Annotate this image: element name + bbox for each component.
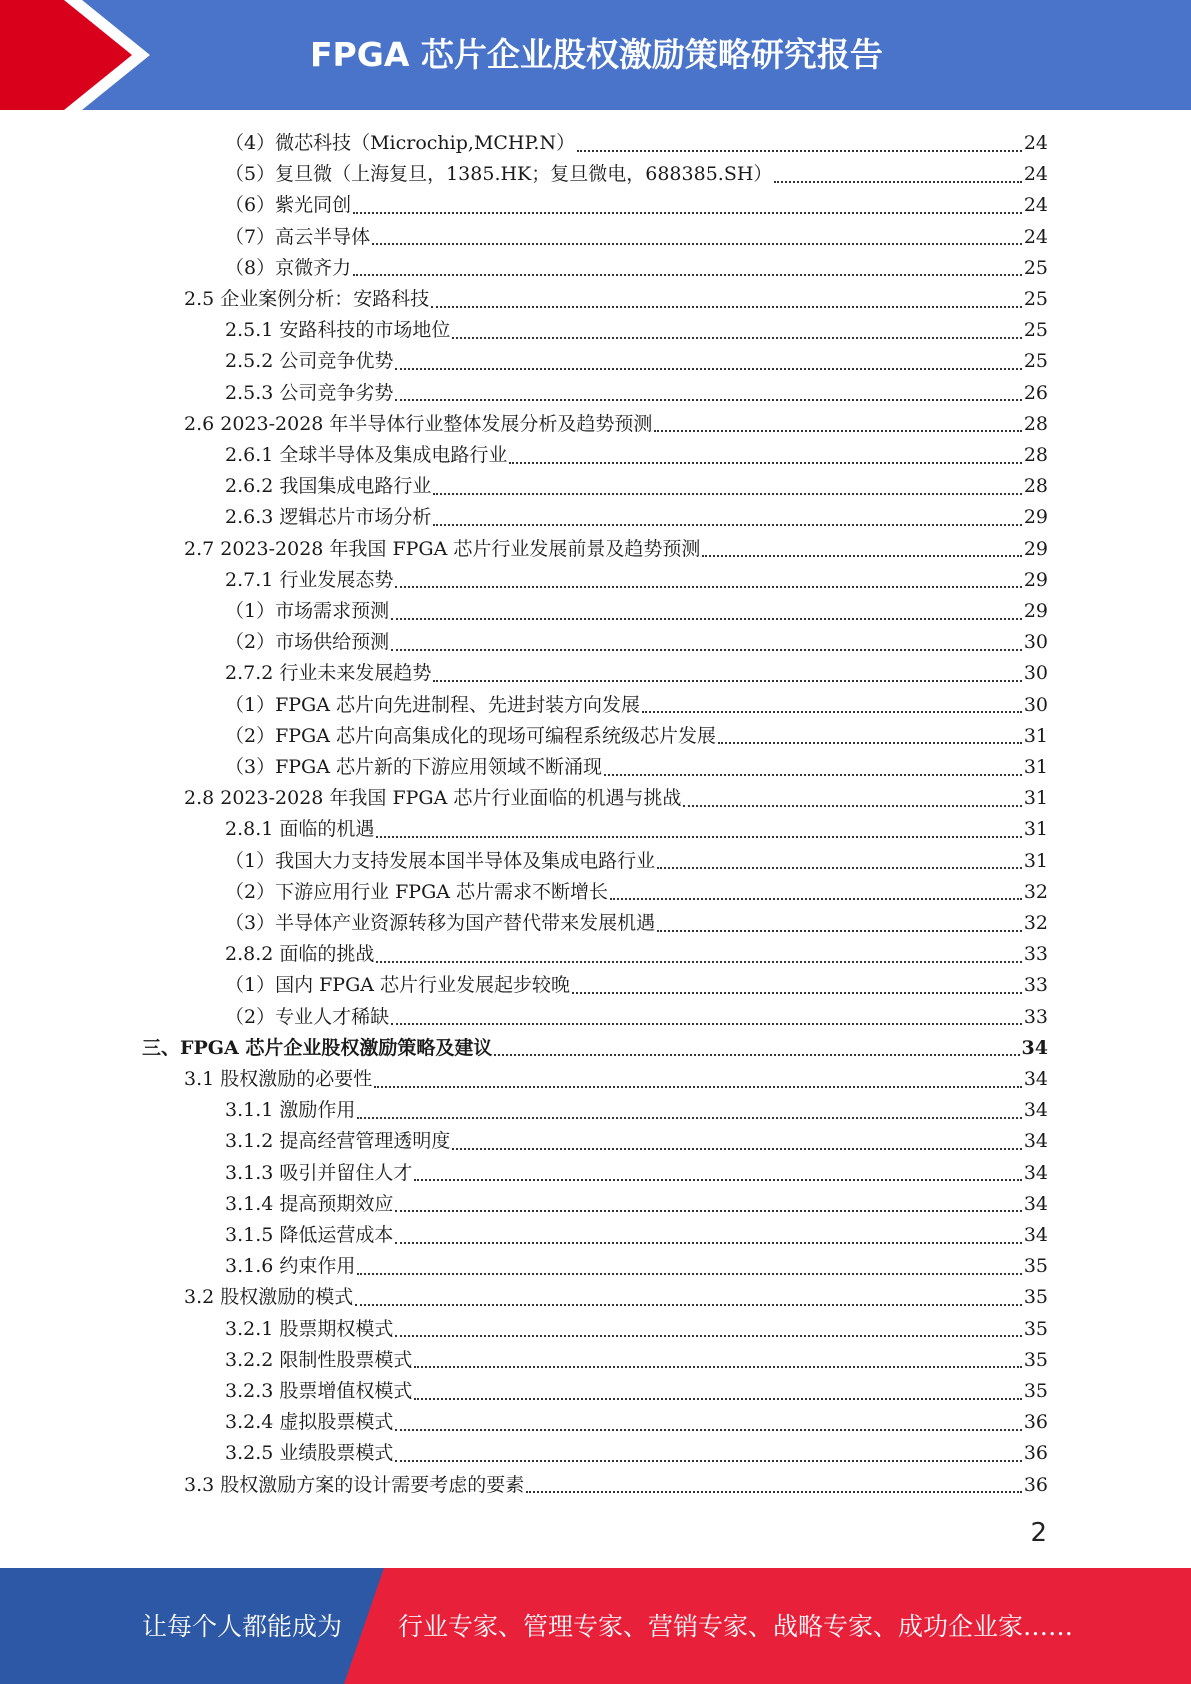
- toc-entry-page: 35: [1023, 1255, 1048, 1278]
- toc-entry-title: （4）微芯科技（Microchip,MCHP.N）: [225, 132, 576, 154]
- toc-dot-leader: [572, 992, 1022, 994]
- toc-entry[interactable]: [225, 814, 1048, 845]
- toc-entry-title: （2）FPGA 芯片向高集成化的现场可编程系统级芯片发展: [225, 724, 716, 747]
- toc-dot-leader: [376, 836, 1021, 838]
- toc-dot-leader: [683, 805, 1021, 807]
- toc-entry[interactable]: [225, 846, 1048, 877]
- toc-entry-page: 28: [1023, 412, 1048, 435]
- toc-entry[interactable]: [225, 440, 1048, 471]
- toc-entry[interactable]: [225, 1314, 1048, 1345]
- toc-entry[interactable]: [225, 346, 1048, 377]
- toc-entry-title: 3.2.1 股票期权模式: [225, 1317, 394, 1340]
- toc-entry[interactable]: [225, 315, 1048, 346]
- toc-dot-leader: [357, 1117, 1021, 1119]
- toc-entry-page: 24: [1023, 194, 1048, 217]
- toc-entry-title: （2）下游应用行业 FPGA 芯片需求不断增长: [225, 880, 609, 903]
- page-number: 2: [1030, 1518, 1047, 1548]
- toc-entry-page: 28: [1023, 475, 1048, 498]
- toc-dot-leader: [642, 711, 1022, 713]
- toc-entry-title: 2.7.1 行业发展态势: [225, 568, 394, 591]
- toc-dot-leader: [395, 1335, 1021, 1337]
- toc-dot-leader: [353, 274, 1022, 276]
- toc-entry-page: 34: [1023, 1068, 1048, 1090]
- toc-dot-leader: [657, 867, 1022, 869]
- toc-entry[interactable]: [225, 1220, 1048, 1251]
- toc-dot-leader: [395, 1460, 1021, 1462]
- toc-entry[interactable]: [184, 284, 1048, 315]
- toc-entry-title: 3.2.3 股票增值权模式: [225, 1380, 413, 1402]
- toc-entry-title: 3.1 股权激励的必要性: [184, 1068, 373, 1090]
- toc-entry-title: 3.1.1 激励作用: [225, 1099, 356, 1122]
- toc-entry-page: 31: [1023, 756, 1048, 778]
- toc-dot-leader: [654, 430, 1021, 432]
- toc-entry[interactable]: [225, 190, 1048, 221]
- toc-dot-leader: [433, 493, 1021, 495]
- toc-dot-leader: [376, 961, 1021, 963]
- toc-entry-page: 25: [1023, 319, 1048, 342]
- toc-entry-page: 30: [1023, 662, 1048, 685]
- toc-entry-page: 32: [1023, 880, 1048, 903]
- toc-entry-title: 2.5.1 安路科技的市场地位: [225, 319, 451, 342]
- toc-entry[interactable]: [225, 690, 1048, 721]
- toc-entry[interactable]: [225, 721, 1048, 752]
- toc-entry-page: 31: [1023, 849, 1048, 872]
- toc-entry[interactable]: [184, 534, 1048, 565]
- toc-dot-leader: [494, 1054, 1019, 1056]
- toc-dot-leader: [353, 212, 1022, 214]
- toc-entry-title: （1）国内 FPGA 芯片行业发展起步较晚: [225, 974, 571, 997]
- toc-entry-title: （1）市场需求预测: [225, 600, 390, 622]
- toc-entry-page: 34: [1023, 1224, 1048, 1246]
- toc-dot-leader: [395, 1429, 1021, 1431]
- toc-entry[interactable]: [184, 1470, 1048, 1501]
- toc-entry-title: （8）京微齐力: [225, 256, 352, 279]
- toc-entry-page: 24: [1023, 163, 1048, 186]
- toc-entry-title: （3）半导体产业资源转移为国产替代带来发展机遇: [225, 912, 656, 934]
- toc-dot-leader: [431, 306, 1022, 308]
- toc-entry-title: 3.2 股权激励的模式: [184, 1286, 354, 1309]
- toc-dot-leader: [395, 368, 1021, 370]
- toc-entry-page: 29: [1023, 537, 1048, 560]
- toc-entry[interactable]: [225, 502, 1048, 533]
- toc-entry[interactable]: [225, 1126, 1048, 1157]
- toc-entry-title: 2.6.2 我国集成电路行业: [225, 475, 432, 498]
- toc-dot-leader: [374, 1086, 1022, 1088]
- toc-entry-title: 2.7.2 行业未来发展趋势: [225, 662, 432, 685]
- toc-entry[interactable]: [225, 471, 1048, 502]
- toc-entry[interactable]: [225, 939, 1048, 970]
- toc-entry[interactable]: [225, 752, 1048, 783]
- toc-dot-leader: [433, 524, 1021, 526]
- toc-entry-title: 2.6.1 全球半导体及集成电路行业: [225, 444, 508, 466]
- toc-entry-page: 25: [1023, 288, 1048, 310]
- toc-entry-title: 2.6.3 逻辑芯片市场分析: [225, 506, 432, 529]
- toc-entry-title: 3.2.4 虚拟股票模式: [225, 1411, 394, 1434]
- toc-entry-title: （5）复旦微（上海复旦，1385.HK；复旦微电，688385.SH）: [225, 163, 773, 186]
- toc-entry-page: 31: [1023, 787, 1048, 810]
- toc-dot-leader: [414, 1398, 1021, 1400]
- toc-entry-page: 34: [1023, 1161, 1048, 1184]
- toc-entry[interactable]: [225, 253, 1048, 284]
- toc-entry[interactable]: [225, 378, 1048, 409]
- toc-entry-title: 3.2.2 限制性股票模式: [225, 1348, 413, 1371]
- toc-dot-leader: [391, 1023, 1022, 1025]
- footer-slogan-right: 行业专家、管理专家、营销专家、战略专家、成功企业家……: [398, 1612, 1074, 1641]
- toc-dot-leader: [395, 399, 1021, 401]
- toc-dot-leader: [395, 1210, 1021, 1212]
- toc-entry[interactable]: [225, 1376, 1048, 1407]
- toc-entry[interactable]: [184, 409, 1048, 440]
- toc-entry-page: 25: [1023, 256, 1048, 279]
- toc-dot-leader: [355, 1304, 1022, 1306]
- toc-dot-leader: [718, 742, 1022, 744]
- toc-entry-page: 25: [1023, 350, 1048, 373]
- toc-entry-page: 33: [1023, 1005, 1048, 1028]
- toc-entry-page: 36: [1023, 1473, 1048, 1496]
- toc-dot-leader: [774, 181, 1021, 183]
- toc-entry-title: 2.7 2023-2028 年我国 FPGA 芯片行业发展前景及趋势预测: [184, 537, 701, 560]
- toc-entry-title: （2）市场供给预测: [225, 631, 390, 654]
- toc-entry-title: 3.2.5 业绩股票模式: [225, 1442, 394, 1465]
- toc-entry-title: 3.1.3 吸引并留住人才: [225, 1161, 413, 1184]
- toc-dot-leader: [433, 680, 1021, 682]
- toc-dot-leader: [452, 337, 1021, 339]
- toc-dot-leader: [372, 243, 1022, 245]
- toc-entry-page: 24: [1023, 225, 1048, 248]
- toc-dot-leader: [657, 930, 1022, 932]
- footer-slogan-left: 让每个人都能成为: [142, 1612, 343, 1641]
- toc-entry-title: 2.6 2023-2028 年半导体行业整体发展分析及趋势预测: [184, 412, 653, 435]
- toc-entry[interactable]: [225, 1189, 1048, 1220]
- toc-entry-page: 29: [1023, 568, 1048, 591]
- toc-entry-title: 2.5.3 公司竞争劣势: [225, 381, 394, 404]
- toc-dot-leader: [414, 1179, 1021, 1181]
- toc-entry-page: 35: [1023, 1348, 1048, 1371]
- toc-entry-title: 三、FPGA 芯片企业股权激励策略及建议: [142, 1036, 493, 1059]
- toc-dot-leader: [610, 898, 1022, 900]
- toc-entry-title: （1）我国大力支持发展本国半导体及集成电路行业: [225, 849, 656, 872]
- toc-entry[interactable]: [225, 970, 1048, 1001]
- toc-entry-page: 30: [1023, 693, 1048, 716]
- toc-entry[interactable]: [225, 565, 1048, 596]
- toc-dot-leader: [395, 1242, 1021, 1244]
- toc-entry[interactable]: [225, 1095, 1048, 1126]
- toc-entry-page: 29: [1023, 600, 1048, 622]
- toc-entry-title: 3.1.4 提高预期效应: [225, 1192, 394, 1215]
- toc-dot-leader: [604, 774, 1022, 776]
- toc-entry-page: 36: [1023, 1442, 1048, 1465]
- toc-entry-title: 3.1.6 约束作用: [225, 1255, 356, 1278]
- toc-entry-title: 2.8.2 面临的挑战: [225, 943, 375, 966]
- toc-entry-title: 3.3 股权激励方案的设计需要考虑的要素: [184, 1473, 525, 1496]
- toc-entry-page: 30: [1023, 631, 1048, 654]
- toc-chapter-entry[interactable]: [142, 1033, 1048, 1064]
- toc-entry[interactable]: [225, 222, 1048, 253]
- toc-dot-leader: [526, 1491, 1022, 1493]
- toc-entry-page: 28: [1023, 444, 1048, 466]
- toc-entry-page: 26: [1023, 381, 1048, 404]
- toc-entry[interactable]: [184, 1282, 1048, 1313]
- toc-entry[interactable]: [225, 627, 1048, 658]
- toc-entry[interactable]: [225, 128, 1048, 159]
- toc-dot-leader: [357, 1273, 1021, 1275]
- toc-entry-page: 34: [1023, 1099, 1048, 1122]
- toc-dot-leader: [414, 1366, 1021, 1368]
- toc-entry-title: 3.1.5 降低运营成本: [225, 1224, 394, 1246]
- toc-entry-page: 31: [1023, 724, 1048, 747]
- toc-entry-title: （1）FPGA 芯片向先进制程、先进封装方向发展: [225, 693, 640, 716]
- toc-entry-page: 34: [1023, 1192, 1048, 1215]
- header-arrow-decoration: [0, 0, 160, 110]
- toc-entry-title: （3）FPGA 芯片新的下游应用领域不断涌现: [225, 756, 602, 778]
- toc-dot-leader: [509, 462, 1021, 464]
- toc-entry-title: 3.1.2 提高经营管理透明度: [225, 1130, 451, 1153]
- toc-dot-leader: [577, 150, 1022, 152]
- toc-dot-leader: [702, 555, 1021, 557]
- page-footer: [0, 1568, 1191, 1684]
- toc-dot-leader: [391, 618, 1022, 620]
- toc-entry[interactable]: [184, 783, 1048, 814]
- toc-entry[interactable]: [225, 159, 1048, 190]
- toc-entry[interactable]: [225, 1002, 1048, 1033]
- toc-entry[interactable]: [225, 1407, 1048, 1438]
- toc-entry-title: 2.8.1 面临的机遇: [225, 818, 375, 841]
- toc-dot-leader: [391, 649, 1022, 651]
- toc-entry[interactable]: [225, 1345, 1048, 1376]
- toc-entry-title: （2）专业人才稀缺: [225, 1005, 390, 1028]
- toc-entry-title: （7）高云半导体: [225, 225, 371, 248]
- toc-entry-page: 32: [1023, 912, 1048, 934]
- toc-entry-page: 33: [1023, 974, 1048, 997]
- toc-entry[interactable]: [225, 1158, 1048, 1189]
- toc-entry-page: 36: [1023, 1411, 1048, 1434]
- toc-entry-page: 34: [1023, 1130, 1048, 1153]
- toc-entry-page: 34: [1021, 1036, 1048, 1059]
- toc-entry-title: （6）紫光同创: [225, 194, 352, 217]
- toc-entry-page: 35: [1023, 1286, 1048, 1309]
- toc-entry-page: 24: [1023, 132, 1048, 154]
- toc-entry[interactable]: [184, 1064, 1048, 1095]
- toc-dot-leader: [452, 1148, 1021, 1150]
- toc-entry[interactable]: [225, 877, 1048, 908]
- toc-entry[interactable]: [225, 658, 1048, 689]
- toc-entry-page: 35: [1023, 1380, 1048, 1402]
- toc-entry-page: 31: [1023, 818, 1048, 841]
- toc-entry-page: 29: [1023, 506, 1048, 529]
- toc-entry[interactable]: [225, 1438, 1048, 1469]
- toc-dot-leader: [395, 586, 1021, 588]
- toc-entry[interactable]: [225, 1251, 1048, 1282]
- toc-entry-title: 2.5.2 公司竞争优势: [225, 350, 394, 373]
- toc-entry-title: 2.8 2023-2028 年我国 FPGA 芯片行业面临的机遇与挑战: [184, 787, 682, 810]
- report-title: FPGA 芯片企业股权激励策略研究报告: [310, 35, 883, 74]
- page-header: [0, 0, 1191, 110]
- toc-entry-title: 2.5 企业案例分析：安路科技: [184, 288, 430, 310]
- toc-entry-page: 35: [1023, 1317, 1048, 1340]
- toc-entry[interactable]: [225, 596, 1048, 627]
- toc-entry-page: 33: [1023, 943, 1048, 966]
- toc-entry[interactable]: [225, 908, 1048, 939]
